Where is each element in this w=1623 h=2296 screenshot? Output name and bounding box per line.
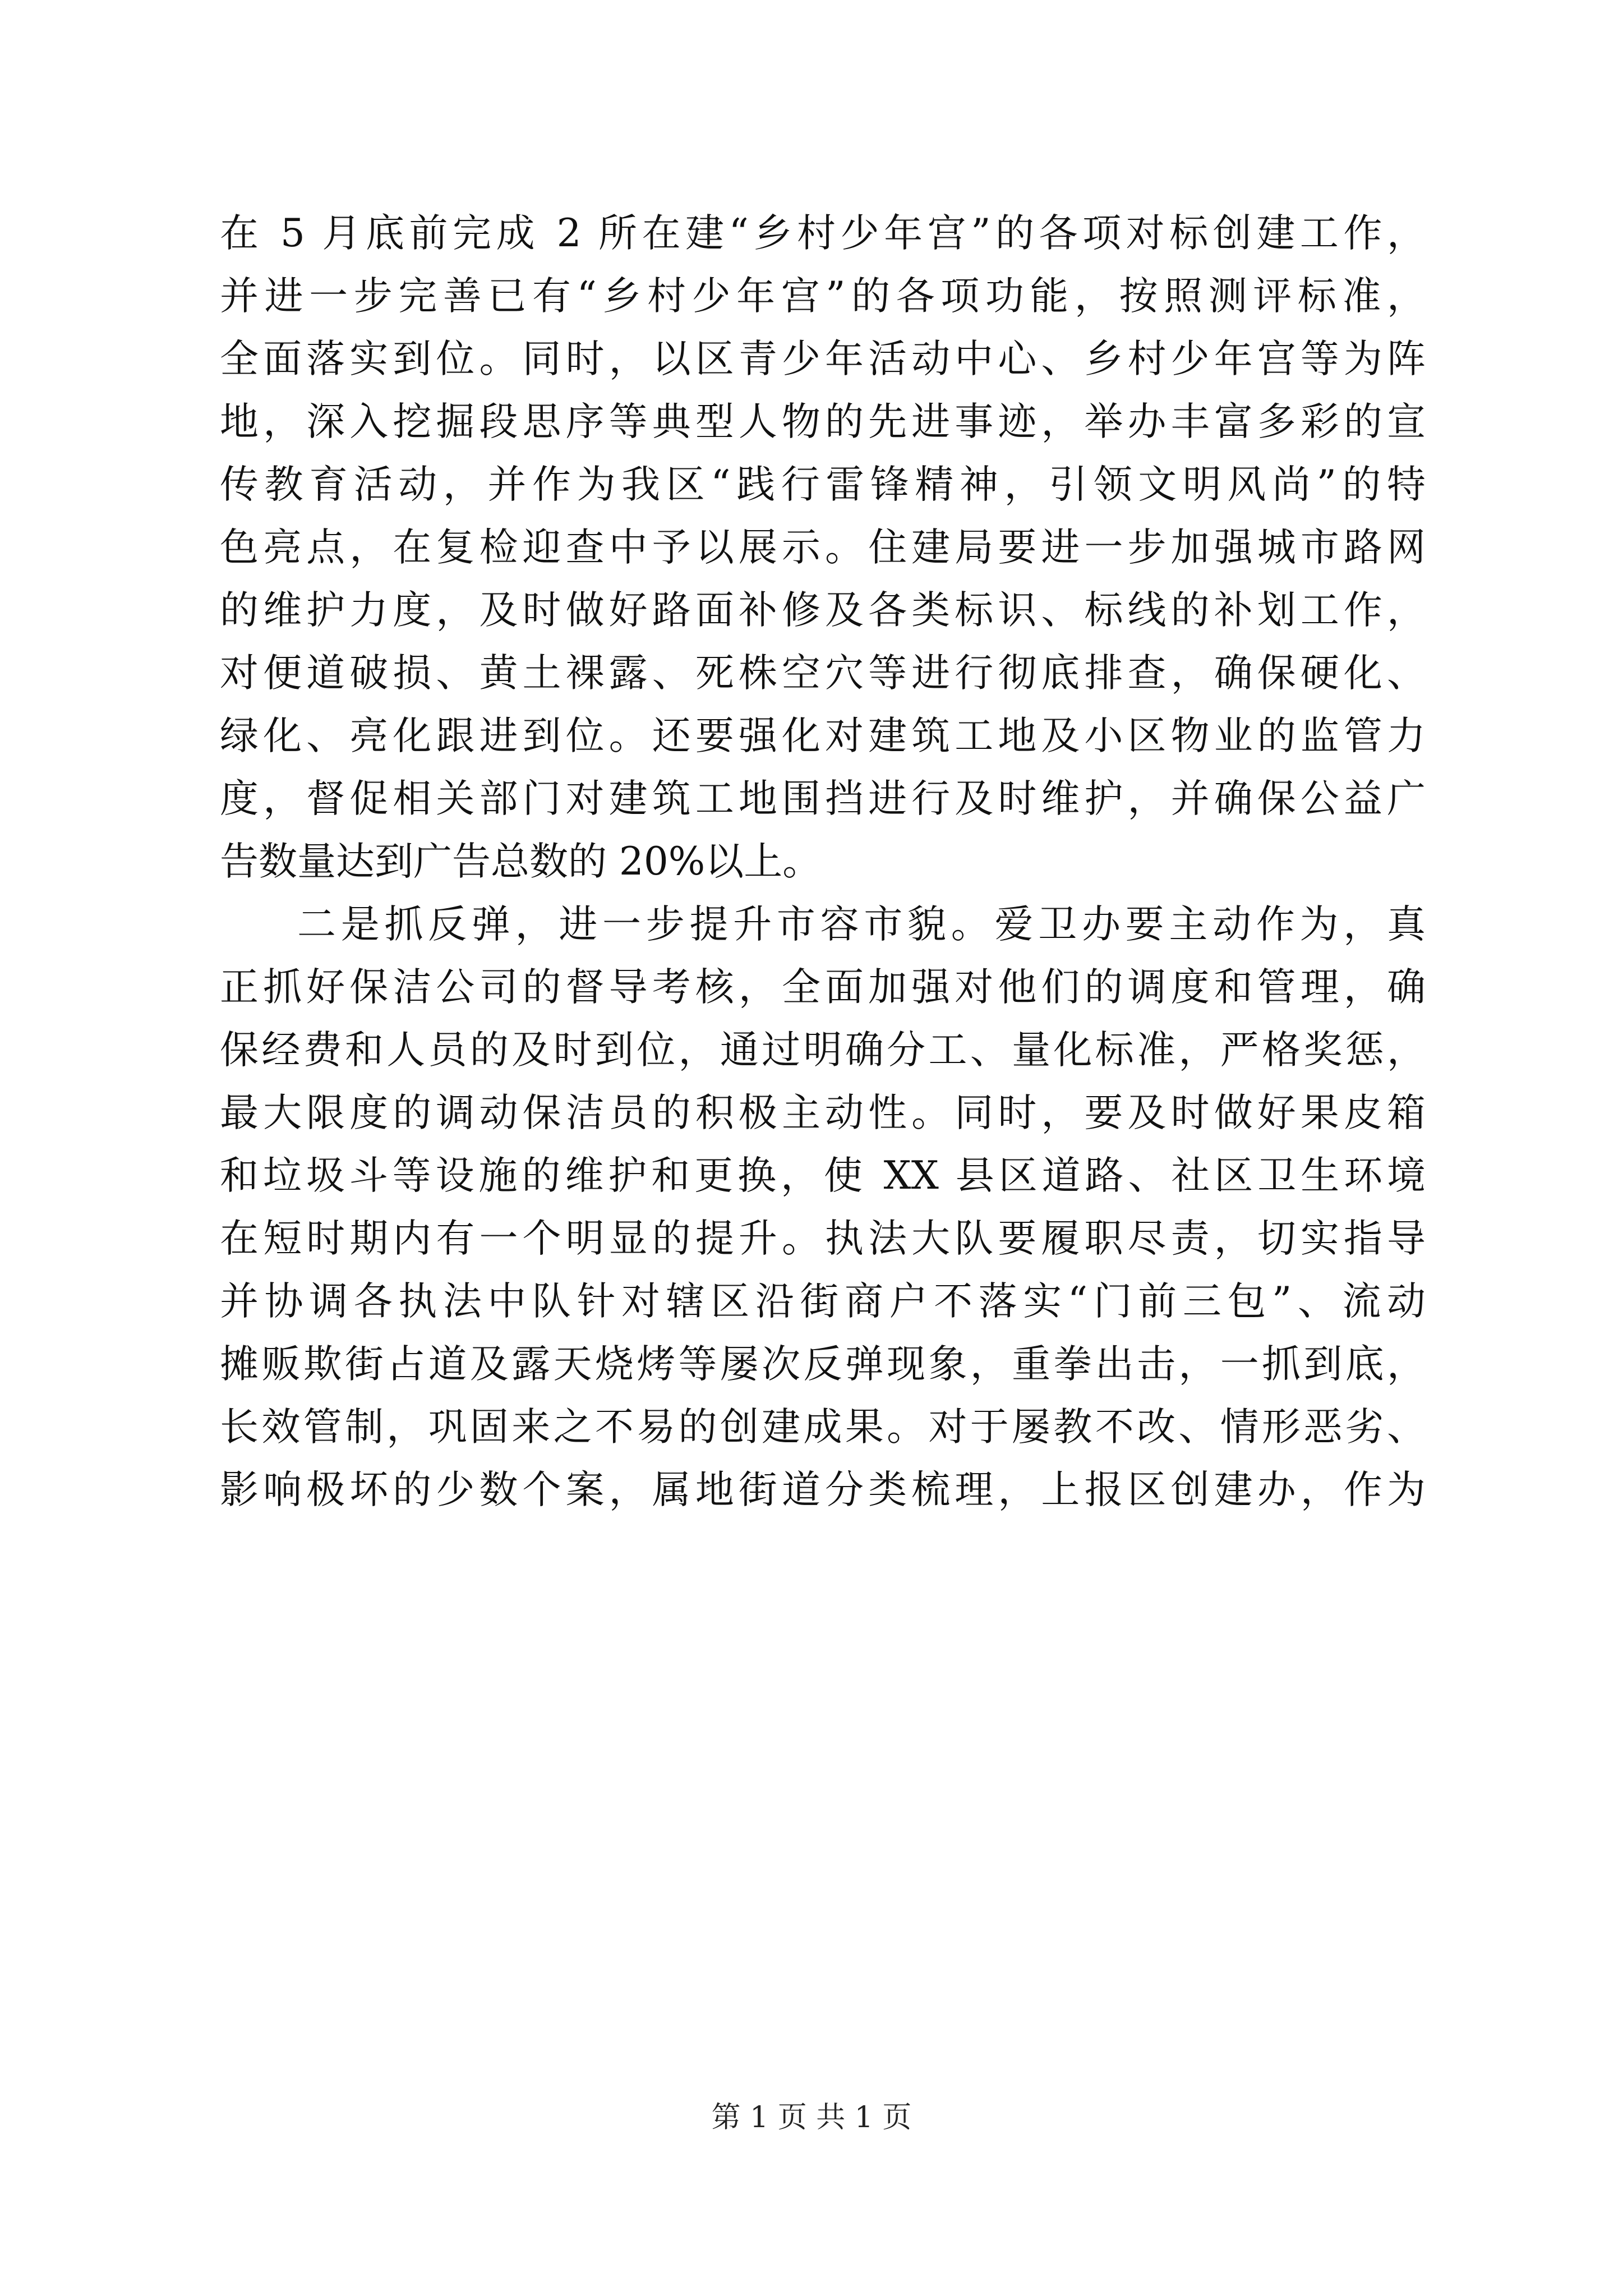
text-line: 度，督促相关部门对建筑工地围挡进行及时维护，并确保公益广 [220,776,1426,821]
text-line: 的维护力度，及时做好路面补修及各类标识、标线的补划工作， [220,588,1426,633]
text-line: 二是抓反弹，进一步提升市容市貌。爱卫办要主动作为，真 [297,902,1426,947]
text-line: 对便道破损、黄土裸露、死株空穴等进行彻底排查，确保硬化、 [220,651,1426,696]
text-line: 摊贩欺街占道及露天烧烤等屡次反弹现象，重拳出击，一抓到底， [220,1342,1426,1387]
paragraph-1 [220,202,1426,893]
text-line: 影响极坏的少数个案，属地街道分类梳理，上报区创建办，作为 [220,1467,1426,1512]
text-line: 告数量达到广告总数的 20%以上。 [220,839,822,884]
text-line: 长效管制，巩固来之不易的创建成果。对于屡教不改、情形恶劣、 [220,1405,1426,1450]
paragraph-2 [220,893,1426,1521]
text-line: 正抓好保洁公司的督导考核，全面加强对他们的调度和管理，确 [220,965,1426,1010]
text-line: 和垃圾斗等设施的维护和更换，使 XX 县区道路、社区卫生环境 [220,1153,1426,1198]
text-line: 并协调各执法中队针对辖区沿街商户不落实“门前三包”、流动 [220,1279,1426,1324]
text-line: 传教育活动，并作为我区“践行雷锋精神，引领文明风尚”的特 [220,462,1426,507]
document-body [220,202,1426,1521]
text-line: 色亮点，在复检迎查中予以展示。住建局要进一步加强城市路网 [220,525,1426,570]
text-line: 保经费和人员的及时到位，通过明确分工、量化标准，严格奖惩， [220,1028,1426,1073]
text-line: 地，深入挖掘段思序等典型人物的先进事迹，举办丰富多彩的宣 [220,399,1426,444]
text-line: 在 5 月底前完成 2 所在建“乡村少年宫”的各项对标创建工作， [220,211,1426,256]
text-line: 绿化、亮化跟进到位。还要强化对建筑工地及小区物业的监管力 [220,714,1426,758]
text-line: 并进一步完善已有“乡村少年宫”的各项功能，按照测评标准， [220,274,1426,319]
text-line: 在短时期内有一个明显的提升。执法大队要履职尽责，切实指导 [220,1216,1426,1261]
page-number-footer: 第 1 页 共 1 页 [711,2101,912,2134]
text-line: 全面落实到位。同时，以区青少年活动中心、乡村少年宫等为阵 [220,337,1426,381]
text-line: 最大限度的调动保洁员的积极主动性。同时，要及时做好果皮箱 [220,1091,1426,1135]
